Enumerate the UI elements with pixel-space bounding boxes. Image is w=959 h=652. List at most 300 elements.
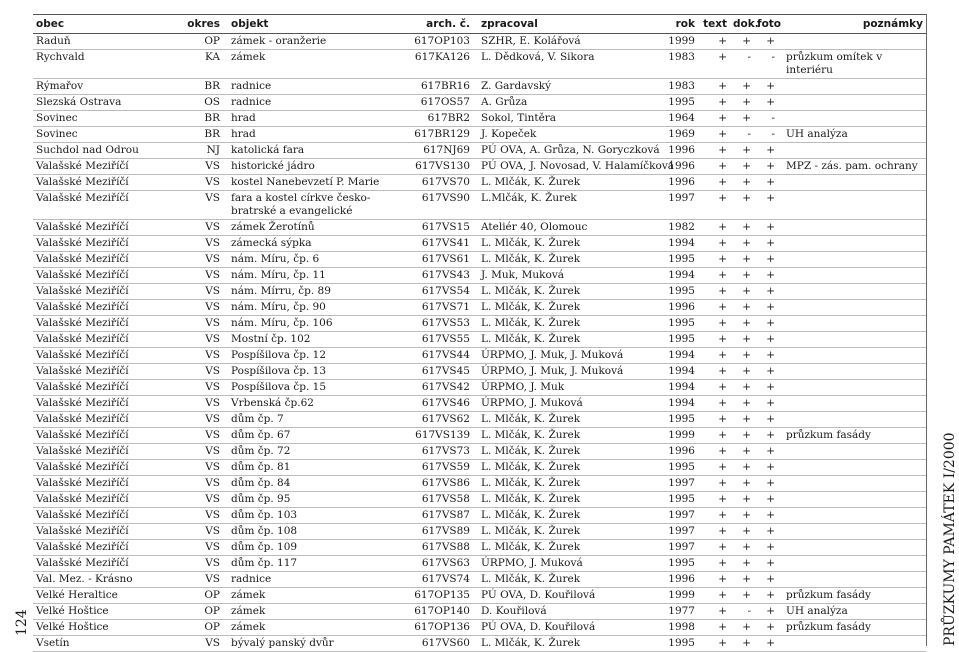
- cell-obec: Valašské Meziříčí: [33, 316, 173, 332]
- cell-dok: +: [730, 540, 754, 556]
- cell-arch: 617BR16: [406, 79, 473, 95]
- cell-poznamky: [778, 444, 926, 460]
- cell-objekt: nám. Míru, čp. 90: [223, 300, 406, 316]
- cell-rok: 1969: [619, 127, 698, 143]
- cell-zpracoval: D. Kouřilová: [473, 604, 619, 620]
- cell-arch: 617OP103: [406, 34, 473, 50]
- cell-rok: 1995: [619, 460, 698, 476]
- cell-dok: -: [730, 50, 754, 79]
- cell-text: +: [698, 332, 730, 348]
- header-obec: obec: [33, 15, 173, 34]
- cell-zpracoval: L. Mlčák, K. Žurek: [473, 175, 619, 191]
- header-rok: rok: [619, 15, 698, 34]
- cell-arch: 617OP140: [406, 604, 473, 620]
- cell-okres: VS: [173, 396, 223, 412]
- cell-poznamky: průzkum omítek v interiéru: [778, 50, 926, 79]
- cell-zpracoval: J. Kopeček: [473, 127, 619, 143]
- cell-zpracoval: A. Grůza: [473, 95, 619, 111]
- cell-zpracoval: PÚ OVA, D. Kouřilová: [473, 620, 619, 636]
- cell-poznamky: [778, 316, 926, 332]
- cell-objekt: dům čp. 117: [223, 556, 406, 572]
- running-title: PRŮZKUMY PAMÁTEK I/2000: [942, 432, 958, 646]
- cell-foto: +: [754, 492, 778, 508]
- cell-okres: VS: [173, 364, 223, 380]
- cell-arch: 617VS54: [406, 284, 473, 300]
- cell-okres: VS: [173, 476, 223, 492]
- cell-poznamky: [778, 220, 926, 236]
- cell-objekt: historické jádro: [223, 159, 406, 175]
- cell-foto: +: [754, 380, 778, 396]
- cell-poznamky: [778, 540, 926, 556]
- cell-rok: 1994: [619, 396, 698, 412]
- cell-rok: 1983: [619, 79, 698, 95]
- header-okres: okres: [173, 15, 223, 34]
- cell-dok: +: [730, 444, 754, 460]
- cell-poznamky: [778, 111, 926, 127]
- cell-obec: Valašské Meziříčí: [33, 159, 173, 175]
- cell-okres: VS: [173, 236, 223, 252]
- cell-arch: 617VS130: [406, 159, 473, 175]
- cell-text: +: [698, 191, 730, 220]
- cell-foto: +: [754, 79, 778, 95]
- cell-text: +: [698, 508, 730, 524]
- cell-foto: +: [754, 556, 778, 572]
- cell-objekt: radnice: [223, 572, 406, 588]
- cell-arch: 617VS59: [406, 460, 473, 476]
- cell-objekt: Pospíšilova čp. 12: [223, 348, 406, 364]
- cell-zpracoval: L. Mlčák, K. Žurek: [473, 316, 619, 332]
- cell-text: +: [698, 492, 730, 508]
- cell-foto: +: [754, 191, 778, 220]
- cell-okres: VS: [173, 159, 223, 175]
- cell-arch: 617VS43: [406, 268, 473, 284]
- cell-text: +: [698, 284, 730, 300]
- cell-foto: +: [754, 428, 778, 444]
- cell-text: +: [698, 412, 730, 428]
- cell-rok: 1999: [619, 428, 698, 444]
- cell-rok: 1995: [619, 492, 698, 508]
- table-row: [33, 508, 926, 524]
- cell-arch: 617VS60: [406, 636, 473, 652]
- table-row: [33, 191, 926, 220]
- cell-arch: 617VS88: [406, 540, 473, 556]
- header-row: [33, 15, 926, 34]
- cell-arch: 617VS71: [406, 300, 473, 316]
- cell-text: +: [698, 79, 730, 95]
- cell-poznamky: [778, 396, 926, 412]
- cell-zpracoval: ÚRPMO, J. Muk, J. Muková: [473, 364, 619, 380]
- cell-poznamky: [778, 492, 926, 508]
- cell-foto: +: [754, 95, 778, 111]
- cell-zpracoval: ÚRPMO, J. Muk: [473, 380, 619, 396]
- cell-rok: 1997: [619, 540, 698, 556]
- cell-dok: +: [730, 364, 754, 380]
- cell-arch: 617VS87: [406, 508, 473, 524]
- cell-zpracoval: PÚ OVA, D. Kouřilová: [473, 588, 619, 604]
- cell-obec: Valašské Meziříčí: [33, 492, 173, 508]
- cell-text: +: [698, 111, 730, 127]
- cell-arch: 617VS45: [406, 364, 473, 380]
- table-row: [33, 556, 926, 572]
- cell-objekt: nám. Míru, čp. 11: [223, 268, 406, 284]
- table-row: [33, 588, 926, 604]
- cell-dok: +: [730, 556, 754, 572]
- table-body: [33, 34, 926, 652]
- cell-arch: 617VS70: [406, 175, 473, 191]
- cell-rok: 1983: [619, 50, 698, 79]
- cell-rok: 1994: [619, 364, 698, 380]
- cell-obec: Valašské Meziříčí: [33, 191, 173, 220]
- table-row: [33, 143, 926, 159]
- cell-arch: 617VS53: [406, 316, 473, 332]
- cell-rok: 1994: [619, 348, 698, 364]
- cell-objekt: zámek: [223, 620, 406, 636]
- cell-poznamky: [778, 348, 926, 364]
- cell-text: +: [698, 604, 730, 620]
- table-row: [33, 380, 926, 396]
- cell-rok: 1994: [619, 236, 698, 252]
- cell-dok: +: [730, 34, 754, 50]
- cell-text: +: [698, 380, 730, 396]
- cell-obec: Velké Hoštice: [33, 604, 173, 620]
- cell-rok: 1996: [619, 300, 698, 316]
- cell-foto: +: [754, 268, 778, 284]
- cell-rok: 1997: [619, 524, 698, 540]
- cell-poznamky: [778, 524, 926, 540]
- cell-okres: VS: [173, 524, 223, 540]
- cell-obec: Valašské Meziříčí: [33, 540, 173, 556]
- cell-objekt: radnice: [223, 95, 406, 111]
- cell-rok: 1995: [619, 636, 698, 652]
- cell-text: +: [698, 364, 730, 380]
- cell-objekt: katolická fara: [223, 143, 406, 159]
- cell-rok: 1999: [619, 588, 698, 604]
- cell-okres: VS: [173, 316, 223, 332]
- table-row: [33, 159, 926, 175]
- cell-okres: VS: [173, 492, 223, 508]
- cell-okres: VS: [173, 540, 223, 556]
- table-row: [33, 175, 926, 191]
- cell-poznamky: [778, 191, 926, 220]
- cell-poznamky: [778, 252, 926, 268]
- cell-okres: OP: [173, 34, 223, 50]
- cell-okres: VS: [173, 300, 223, 316]
- cell-dok: -: [730, 127, 754, 143]
- cell-foto: +: [754, 460, 778, 476]
- cell-arch: 617OS57: [406, 95, 473, 111]
- cell-okres: VS: [173, 268, 223, 284]
- table-row: [33, 364, 926, 380]
- cell-foto: -: [754, 50, 778, 79]
- cell-foto: +: [754, 636, 778, 652]
- cell-poznamky: [778, 636, 926, 652]
- cell-zpracoval: L. Mlčák, K. Žurek: [473, 252, 619, 268]
- cell-foto: +: [754, 332, 778, 348]
- cell-objekt: fara a kostel církve česko-bratrské a evangelické: [223, 191, 406, 220]
- cell-okres: KA: [173, 50, 223, 79]
- cell-foto: +: [754, 396, 778, 412]
- cell-objekt: Mostní čp. 102: [223, 332, 406, 348]
- cell-rok: 1997: [619, 476, 698, 492]
- cell-objekt: dům čp. 84: [223, 476, 406, 492]
- cell-okres: BR: [173, 79, 223, 95]
- cell-foto: +: [754, 444, 778, 460]
- header-poznamky: poznámky: [778, 15, 926, 34]
- cell-dok: +: [730, 492, 754, 508]
- cell-obec: Valašské Meziříčí: [33, 236, 173, 252]
- cell-zpracoval: L. Dědková, V. Sikora: [473, 50, 619, 79]
- cell-objekt: zámecká sýpka: [223, 236, 406, 252]
- cell-foto: -: [754, 127, 778, 143]
- cell-dok: +: [730, 95, 754, 111]
- cell-okres: VS: [173, 556, 223, 572]
- cell-poznamky: [778, 380, 926, 396]
- right-rule: [926, 14, 927, 646]
- cell-obec: Valašské Meziříčí: [33, 300, 173, 316]
- cell-foto: +: [754, 143, 778, 159]
- cell-obec: Valašské Meziříčí: [33, 444, 173, 460]
- cell-obec: Valašské Meziříčí: [33, 364, 173, 380]
- cell-zpracoval: SZHR, E. Kolářová: [473, 34, 619, 50]
- cell-arch: 617OP135: [406, 588, 473, 604]
- table-row: [33, 492, 926, 508]
- cell-text: +: [698, 50, 730, 79]
- table-row: [33, 127, 926, 143]
- cell-objekt: dům čp. 67: [223, 428, 406, 444]
- cell-objekt: zámek: [223, 588, 406, 604]
- cell-text: +: [698, 300, 730, 316]
- cell-poznamky: [778, 460, 926, 476]
- cell-obec: Velké Hoštice: [33, 620, 173, 636]
- table-row: [33, 95, 926, 111]
- cell-rok: 1995: [619, 556, 698, 572]
- cell-poznamky: [778, 95, 926, 111]
- cell-rok: 1996: [619, 175, 698, 191]
- cell-okres: VS: [173, 175, 223, 191]
- cell-dok: +: [730, 620, 754, 636]
- table-row: [33, 412, 926, 428]
- cell-obec: Valašské Meziříčí: [33, 524, 173, 540]
- cell-dok: +: [730, 191, 754, 220]
- cell-objekt: dům čp. 108: [223, 524, 406, 540]
- header-objekt: objekt: [223, 15, 406, 34]
- cell-dok: +: [730, 316, 754, 332]
- cell-objekt: bývalý panský dvůr: [223, 636, 406, 652]
- cell-okres: VS: [173, 220, 223, 236]
- cell-okres: VS: [173, 380, 223, 396]
- cell-text: +: [698, 476, 730, 492]
- cell-okres: VS: [173, 348, 223, 364]
- cell-obec: Valašské Meziříčí: [33, 428, 173, 444]
- cell-poznamky: [778, 34, 926, 50]
- table-row: [33, 316, 926, 332]
- cell-zpracoval: L. Mlčák, K. Žurek: [473, 524, 619, 540]
- cell-arch: 617OP136: [406, 620, 473, 636]
- cell-obec: Sovinec: [33, 127, 173, 143]
- cell-zpracoval: L. Mlčák, K. Žurek: [473, 412, 619, 428]
- cell-foto: +: [754, 604, 778, 620]
- cell-poznamky: [778, 300, 926, 316]
- cell-dok: +: [730, 460, 754, 476]
- cell-okres: VS: [173, 636, 223, 652]
- cell-poznamky: [778, 556, 926, 572]
- cell-zpracoval: Ateliér 40, Olomouc: [473, 220, 619, 236]
- cell-arch: 617VS63: [406, 556, 473, 572]
- cell-foto: +: [754, 572, 778, 588]
- cell-zpracoval: Z. Gardavský: [473, 79, 619, 95]
- cell-dok: +: [730, 332, 754, 348]
- cell-text: +: [698, 396, 730, 412]
- table-row: [33, 620, 926, 636]
- cell-text: +: [698, 34, 730, 50]
- cell-obec: Valašské Meziříčí: [33, 252, 173, 268]
- cell-okres: OS: [173, 95, 223, 111]
- cell-dok: +: [730, 428, 754, 444]
- cell-zpracoval: L. Mlčák, K. Žurek: [473, 540, 619, 556]
- cell-objekt: dům čp. 81: [223, 460, 406, 476]
- cell-text: +: [698, 444, 730, 460]
- cell-dok: +: [730, 476, 754, 492]
- cell-dok: +: [730, 252, 754, 268]
- cell-zpracoval: L. Mlčák, K. Žurek: [473, 300, 619, 316]
- cell-dok: -: [730, 604, 754, 620]
- cell-poznamky: [778, 268, 926, 284]
- cell-foto: +: [754, 476, 778, 492]
- cell-obec: Slezská Ostrava: [33, 95, 173, 111]
- cell-text: +: [698, 175, 730, 191]
- cell-foto: +: [754, 159, 778, 175]
- cell-arch: 617VS46: [406, 396, 473, 412]
- cell-poznamky: [778, 508, 926, 524]
- cell-arch: 617VS73: [406, 444, 473, 460]
- cell-rok: 1996: [619, 444, 698, 460]
- cell-rok: 1995: [619, 412, 698, 428]
- cell-obec: Rychvald: [33, 50, 173, 79]
- cell-text: +: [698, 127, 730, 143]
- cell-objekt: zámek: [223, 604, 406, 620]
- cell-poznamky: UH analýza: [778, 604, 926, 620]
- header-dok: dok.: [730, 15, 754, 34]
- cell-objekt: Vrbenská čp.62: [223, 396, 406, 412]
- cell-rok: 1995: [619, 284, 698, 300]
- cell-arch: 617BR2: [406, 111, 473, 127]
- cell-text: +: [698, 348, 730, 364]
- cell-text: +: [698, 556, 730, 572]
- cell-dok: +: [730, 143, 754, 159]
- cell-zpracoval: ÚRPMO, J. Muková: [473, 556, 619, 572]
- cell-dok: +: [730, 236, 754, 252]
- survey-table: [33, 14, 926, 652]
- cell-dok: +: [730, 111, 754, 127]
- cell-zpracoval: L. Mlčák, K. Žurek: [473, 508, 619, 524]
- header-text: text: [698, 15, 730, 34]
- cell-foto: +: [754, 348, 778, 364]
- cell-obec: Sovinec: [33, 111, 173, 127]
- table-row: [33, 540, 926, 556]
- cell-foto: +: [754, 540, 778, 556]
- cell-okres: VS: [173, 252, 223, 268]
- cell-foto: +: [754, 316, 778, 332]
- table-row: [33, 284, 926, 300]
- cell-dok: +: [730, 396, 754, 412]
- cell-objekt: nám. Mírru, čp. 89: [223, 284, 406, 300]
- cell-dok: +: [730, 508, 754, 524]
- cell-poznamky: [778, 284, 926, 300]
- cell-poznamky: [778, 412, 926, 428]
- cell-okres: OP: [173, 604, 223, 620]
- cell-text: +: [698, 636, 730, 652]
- cell-poznamky: [778, 236, 926, 252]
- cell-arch: 617VS86: [406, 476, 473, 492]
- cell-objekt: zámek - oranžerie: [223, 34, 406, 50]
- cell-text: +: [698, 460, 730, 476]
- cell-obec: Valašské Meziříčí: [33, 460, 173, 476]
- cell-text: +: [698, 159, 730, 175]
- cell-okres: VS: [173, 444, 223, 460]
- cell-arch: 617VS44: [406, 348, 473, 364]
- cell-objekt: Pospíšilova čp. 13: [223, 364, 406, 380]
- cell-objekt: nám. Míru, čp. 106: [223, 316, 406, 332]
- cell-dok: +: [730, 79, 754, 95]
- cell-objekt: hrad: [223, 111, 406, 127]
- cell-zpracoval: Sokol, Tintěra: [473, 111, 619, 127]
- table-row: [33, 460, 926, 476]
- cell-poznamky: [778, 175, 926, 191]
- cell-foto: +: [754, 300, 778, 316]
- cell-rok: 1997: [619, 508, 698, 524]
- cell-text: +: [698, 252, 730, 268]
- cell-arch: 617VS62: [406, 412, 473, 428]
- table-row: [33, 444, 926, 460]
- cell-objekt: dům čp. 103: [223, 508, 406, 524]
- cell-arch: 617VS42: [406, 380, 473, 396]
- cell-rok: 1995: [619, 95, 698, 111]
- cell-dok: +: [730, 300, 754, 316]
- cell-text: +: [698, 95, 730, 111]
- cell-zpracoval: L. Mlčák, K. Žurek: [473, 636, 619, 652]
- cell-arch: 617VS74: [406, 572, 473, 588]
- cell-arch: 617VS55: [406, 332, 473, 348]
- cell-dok: +: [730, 175, 754, 191]
- cell-obec: Valašské Meziříčí: [33, 396, 173, 412]
- cell-obec: Vsetín: [33, 636, 173, 652]
- cell-okres: VS: [173, 572, 223, 588]
- table-row: [33, 300, 926, 316]
- table-row: [33, 428, 926, 444]
- cell-rok: 1964: [619, 111, 698, 127]
- table-header: [33, 15, 926, 34]
- cell-arch: 617BR129: [406, 127, 473, 143]
- cell-foto: +: [754, 236, 778, 252]
- table-row: [33, 268, 926, 284]
- cell-dok: +: [730, 636, 754, 652]
- cell-dok: +: [730, 268, 754, 284]
- cell-zpracoval: L. Mlčák, K. Žurek: [473, 492, 619, 508]
- cell-rok: 1999: [619, 34, 698, 50]
- cell-objekt: zámek Žerotínů: [223, 220, 406, 236]
- cell-foto: +: [754, 175, 778, 191]
- table-row: [33, 348, 926, 364]
- table-row: [33, 252, 926, 268]
- cell-obec: Val. Mez. - Krásno: [33, 572, 173, 588]
- cell-okres: OP: [173, 620, 223, 636]
- cell-okres: OP: [173, 588, 223, 604]
- cell-poznamky: průzkum fasády: [778, 428, 926, 444]
- cell-poznamky: [778, 364, 926, 380]
- page-number: 124: [14, 609, 30, 636]
- cell-zpracoval: L. Mlčák, K. Žurek: [473, 284, 619, 300]
- table-row: [33, 524, 926, 540]
